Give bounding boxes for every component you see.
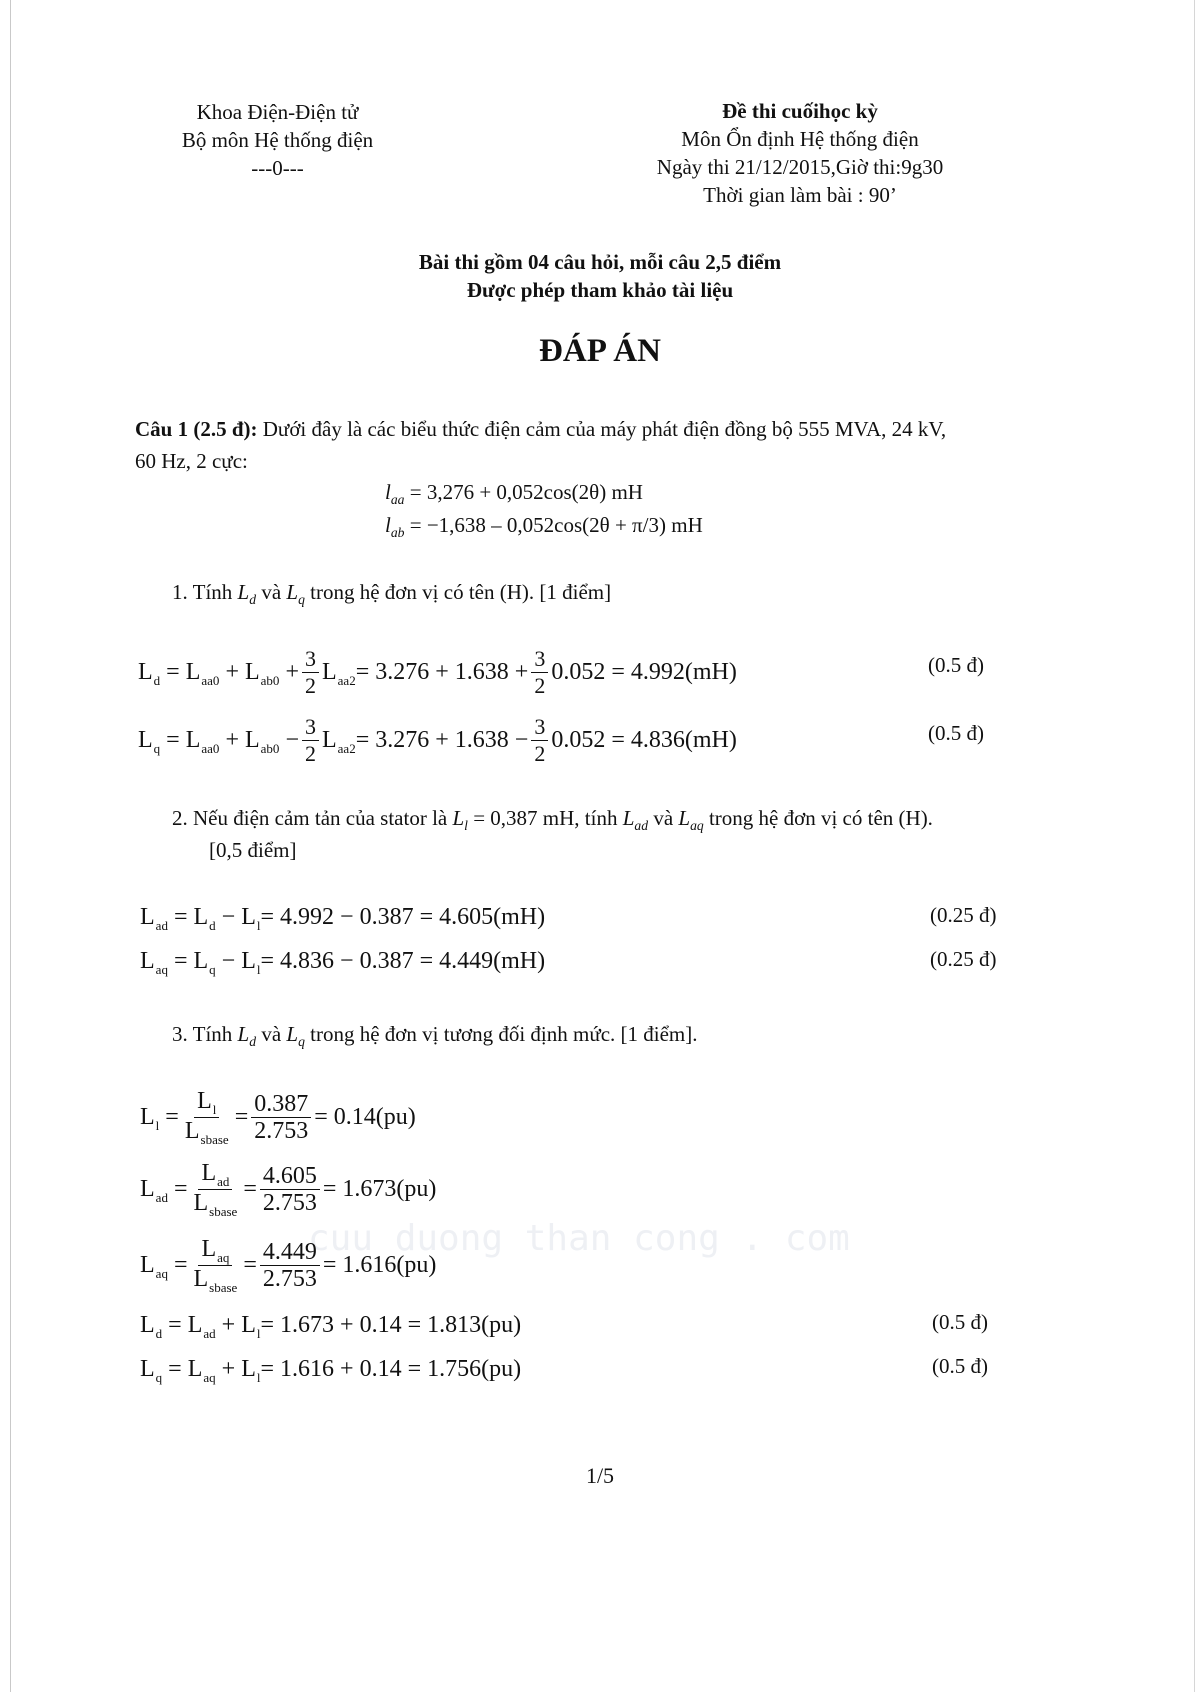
points-ld-pu: (0.5 đ) [932, 1310, 988, 1334]
header-right [610, 97, 990, 209]
part3-prompt: 3. Tính $L_d$ và $L_q$ trong hệ đơn vị tương đối định mức. [1 điểm]. [172, 1022, 698, 1049]
points-laq: (0.25 đ) [930, 947, 997, 971]
page-number: 1/5 [585, 1463, 615, 1488]
header-separator: ---0--- [251, 156, 304, 180]
department-name: Bộ môn Hệ thống điện [181, 128, 374, 152]
equation-laq-pu: $L_{aq}$ = $\frac{L_{aq}}{L_{sbase}}$ = $\frac{4.449}{2.753}$ = 1.616(pu) [140, 1236, 437, 1295]
exam-duration: Thời gian làm bài : 90’ [703, 183, 897, 207]
points-lq: (0.5 đ) [928, 721, 984, 745]
subject-name: Môn Ổn định Hệ thống điện [681, 127, 919, 151]
header-left [140, 98, 415, 182]
page-title: ĐÁP ÁN [539, 333, 661, 369]
equation-ld-pu: $L_d$ = $L_{ad}$ + $L_l$ = 1.673 + 0.14 = 1.813(pu) [140, 1312, 522, 1341]
exam-notice [300, 248, 900, 304]
scan-edge-left [10, 0, 11, 1692]
question1-text [135, 413, 1095, 477]
equation-laq-henry: $L_{aq}$ = $L_q$ − $L_l$ = 4.836 − 0.387 = 4.449(mH) [140, 948, 546, 977]
equation-lq-henry: $L_q$ = $L_{aa0}$ + $L_{ab0}$ − $\frac{3}{2}$ $L_{aa2}$ = 3.276 + 1.638 − $\frac{3}{2}$ 0.052 = 4.836(mH) [138, 714, 737, 766]
equation-ld-henry: $L_d$ = $L_{aa0}$ + $L_{ab0}$ + $\frac{3}{2}$ $L_{aa2}$ = 3.276 + 1.638 + $\frac{3}{2}$ 0.052 = 4.992(mH) [138, 646, 737, 698]
points-lad: (0.25 đ) [930, 903, 997, 927]
exam-title: Đề thi cuốihọc kỳ [722, 99, 878, 123]
part2-prompt: 2. Nếu điện cảm tản của stator là $L_l = 0,387$ mH, tính $L_{ad}$ và $L_{aq}$ trong hệ đơn vị có tên (H). [0,5 điểm] [172, 806, 933, 862]
question1-intro-cont: 60 Hz, 2 cực: [135, 449, 248, 473]
equation-lad-henry: $L_{ad}$ = $L_d$ − $L_l$ = 4.992 − 0.387 = 4.605(mH) [140, 904, 546, 933]
equation-lad-pu: $L_{ad}$ = $\frac{L_{ad}}{L_{sbase}}$ = $\frac{4.605}{2.753}$ = 1.673(pu) [140, 1160, 437, 1219]
exam-date: Ngày thi 21/12/2015,Giờ thi:9g30 [656, 155, 944, 179]
notice-questions: Bài thi gồm 04 câu hỏi, mỗi câu 2,5 điểm [418, 250, 782, 274]
notice-materials: Được phép tham khảo tài liệu [466, 278, 734, 302]
question1-intro: Dưới đây là các biểu thức điện cảm của máy phát điện đồng bộ 555 MVA, 24 kV, [257, 417, 947, 441]
scan-edge-right [1194, 0, 1195, 1692]
part1-prompt: 1. Tính $L_d$ và $L_q$ trong hệ đơn vị có tên (H). [1 điểm] [172, 580, 612, 607]
equation-l1-pu: $L_l$ = $\frac{L_l}{L_{sbase}}$ = $\frac{0.387}{2.753}$ = 0.14(pu) [140, 1088, 416, 1147]
points-ld: (0.5 đ) [928, 653, 984, 677]
faculty-name: Khoa Điện-Điện tử [196, 100, 359, 124]
points-lq-pu: (0.5 đ) [932, 1354, 988, 1378]
equation-lq-pu: $L_q$ = $L_{aq}$ + $L_l$ = 1.616 + 0.14 = 1.756(pu) [140, 1356, 522, 1385]
question1-formula-lab: $l_{ab} = -1,638 - 0,052\cos(2\theta + \pi/3)$ mH [385, 513, 703, 540]
question1-formula-laa: $l_{aa} = 3,276 + 0,052\cos(2\theta)$ mH [385, 480, 643, 507]
question1-label: Câu 1 (2.5 đ): [135, 417, 258, 441]
watermark: cuu duong than cong . com [308, 1218, 850, 1259]
